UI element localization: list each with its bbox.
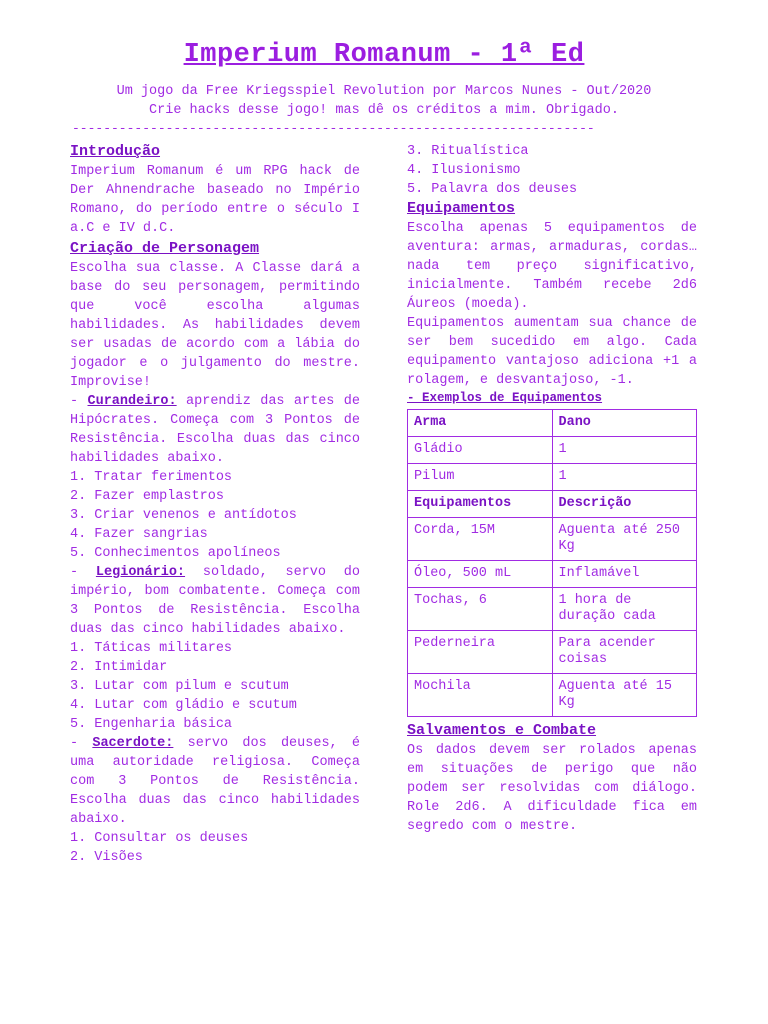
table-row bbox=[408, 561, 697, 588]
saves-heading: Salvamentos e Combate bbox=[407, 722, 597, 739]
table-cell: Óleo, 500 mL bbox=[408, 561, 553, 588]
creation-heading: Criação de Personagem bbox=[70, 240, 260, 257]
skill-item: 4. Fazer sangrias bbox=[70, 527, 208, 542]
skill-item: 2. Intimidar bbox=[70, 660, 168, 675]
table-row bbox=[408, 464, 697, 491]
table-cell: Aguenta até 250 Kg bbox=[552, 518, 697, 561]
creation-text: Escolha sua classe. A Classe dará a base do seu personagem, permitindo que você escolha algumas habilidades. As habilidades devem ser usadas de acordo com a lábia do jogador e o julgamento do mestre. Improvise! bbox=[70, 261, 360, 390]
skill-item: 2. Fazer emplastros bbox=[70, 489, 224, 504]
class-sacerdote: - Sacerdote: servo dos deuses, é uma autoridade religiosa. Começa com 3 Pontos de Resistência. Escolha duas das cinco habilidades abaixo. bbox=[70, 736, 361, 827]
skill-item: 1. Tratar ferimentos bbox=[70, 470, 233, 485]
equipment-heading: Equipamentos bbox=[407, 200, 516, 217]
table-cell: Tochas, 6 bbox=[408, 588, 553, 631]
subtitle-hacks: Crie hacks desse jogo! mas dê os créditos a mim. Obrigado. bbox=[149, 103, 619, 118]
document-title: Imperium Romanum - 1ª Ed bbox=[183, 40, 585, 70]
left-column bbox=[70, 142, 360, 867]
table-cell: 1 bbox=[552, 464, 697, 491]
skill-item: 4. Ilusionismo bbox=[407, 163, 521, 178]
table-cell: Inflamável bbox=[552, 561, 697, 588]
table-row bbox=[408, 674, 697, 717]
subtitle-credits: Um jogo da Free Kriegsspiel Revolution por Marcos Nunes - Out/2020 bbox=[116, 84, 652, 99]
skill-item: 4. Lutar com gládio e scutum bbox=[70, 698, 297, 713]
equipment-text-2: Equipamentos aumentam sua chance de ser bem sucedido em algo. Cada equipamento vantajoso adiciona +1 a rolagem, e desvantajoso, -1. bbox=[407, 316, 697, 388]
table-row bbox=[408, 631, 697, 674]
table-row bbox=[408, 588, 697, 631]
table-cell: Para acender coisas bbox=[552, 631, 697, 674]
class-name: Legionário: bbox=[95, 565, 186, 580]
skill-item: 3. Criar venenos e antídotos bbox=[70, 508, 297, 523]
skill-item: 3. Lutar com pilum e scutum bbox=[70, 679, 289, 694]
equipment-table bbox=[407, 409, 697, 717]
table-header-cell: Descrição bbox=[552, 491, 697, 518]
table-row bbox=[408, 437, 697, 464]
skill-item: 5. Conhecimentos apolíneos bbox=[70, 546, 281, 561]
equipment-text-1: Escolha apenas 5 equipamentos de aventura: armas, armaduras, cordas… nada tem preço significativo, inicialmente. Também recebe 2d6 Áureos (moeda). bbox=[407, 221, 697, 312]
table-cell: Pederneira bbox=[408, 631, 553, 674]
skill-item: 5. Palavra dos deuses bbox=[407, 182, 578, 197]
intro-text: Imperium Romanum é um RPG hack de Der Ahnendrache baseado no Império Romano, do período entre o século I a.C e IV d.C. bbox=[70, 164, 360, 236]
equipment-examples-heading: - Exemplos de Equipamentos bbox=[407, 391, 603, 405]
table-header-cell: Equipamentos bbox=[408, 491, 553, 518]
table-cell: Pilum bbox=[408, 464, 553, 491]
table-row bbox=[408, 518, 697, 561]
table-header-cell: Arma bbox=[408, 410, 553, 437]
table-cell: Aguenta até 15 Kg bbox=[552, 674, 697, 717]
skill-item: 1. Táticas militares bbox=[70, 641, 233, 656]
skill-item: 5. Engenharia básica bbox=[70, 717, 233, 732]
skill-item: 3. Ritualística bbox=[407, 144, 529, 159]
class-name: Curandeiro: bbox=[87, 394, 177, 409]
skill-item: 1. Consultar os deuses bbox=[70, 831, 249, 846]
right-column bbox=[407, 142, 697, 836]
class-name: Sacerdote: bbox=[92, 736, 174, 751]
class-legionario: - Legionário: soldado, servo do império, bom combatente. Começa com 3 Pontos de Resistência. Escolha duas das cinco habilidades abaixo. bbox=[70, 565, 361, 637]
class-curandeiro: - Curandeiro: aprendiz das artes de Hipócrates. Começa com 3 Pontos de Resistência. Escolha duas das cinco habilidades abaixo. bbox=[70, 394, 361, 466]
table-cell: Mochila bbox=[408, 674, 553, 717]
skill-item: 2. Visões bbox=[70, 850, 143, 865]
divider-rule: ------------------------------------------------------------------- bbox=[72, 121, 595, 136]
table-row bbox=[408, 410, 697, 437]
table-cell: 1 hora de duração cada bbox=[552, 588, 697, 631]
table-cell: 1 bbox=[552, 437, 697, 464]
intro-heading: Introdução bbox=[70, 143, 161, 160]
table-row bbox=[408, 491, 697, 518]
table-cell: Gládio bbox=[408, 437, 553, 464]
saves-text: Os dados devem ser rolados apenas em situações de perigo que não podem ser resolvidas com diálogo. Role 2d6. A dificuldade fica em segredo com o mestre. bbox=[407, 743, 697, 834]
table-header-cell: Dano bbox=[552, 410, 697, 437]
table-cell: Corda, 15M bbox=[408, 518, 553, 561]
